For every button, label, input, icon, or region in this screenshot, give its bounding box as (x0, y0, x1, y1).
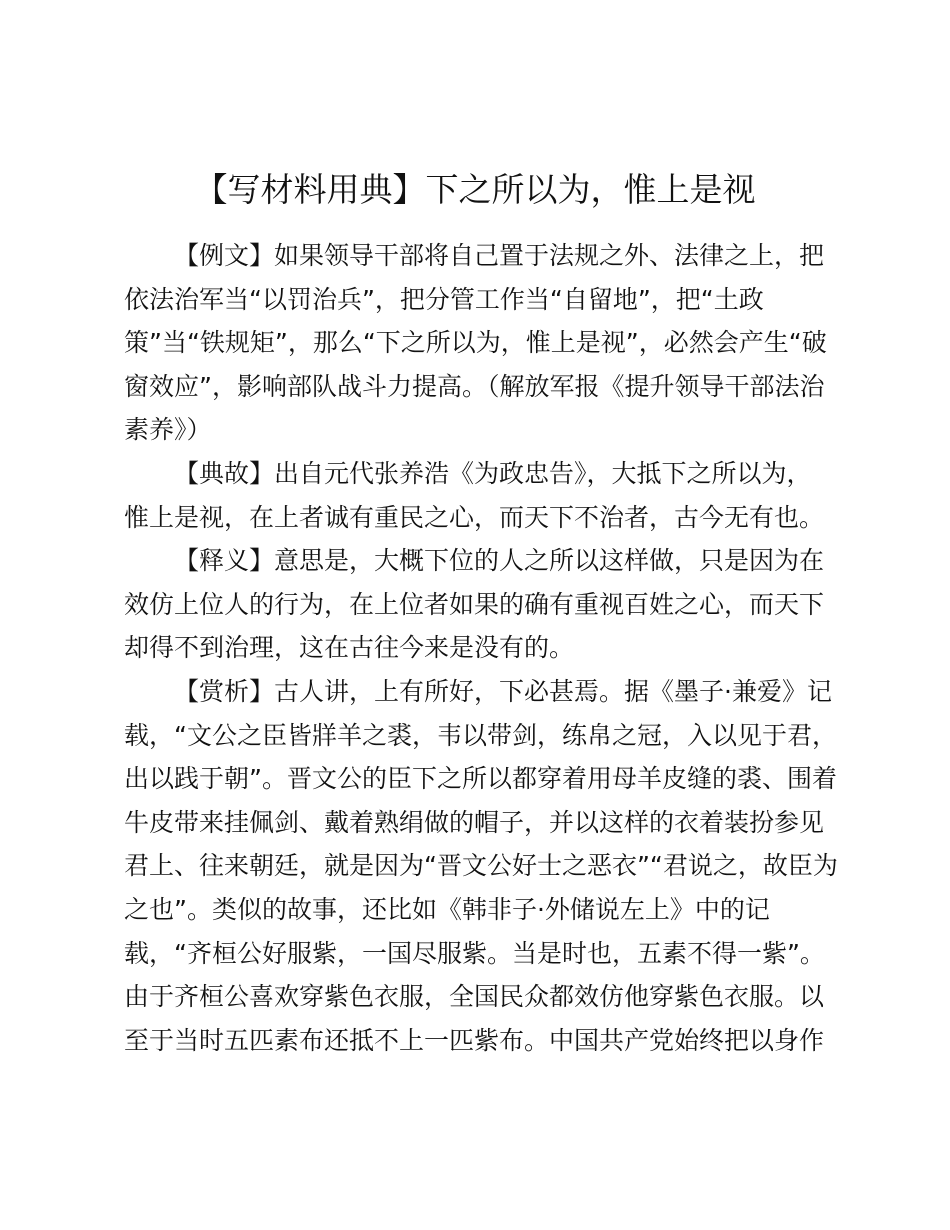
text-line: 素养》） (124, 415, 212, 445)
text-line: 依法治军当“以罚治兵”，把分管工作当“自留地”，把“土政 (124, 284, 764, 314)
text-line: 效仿上位人的行为，在上位者如果的确有重视百姓之心，而天下 (124, 589, 825, 619)
text-line: 载，“文公之臣皆牂羊之裘，韦以带剑，练帛之冠，入以见于君， (124, 720, 837, 750)
paragraph-example (124, 234, 836, 452)
document-title: 【写材料用典】下之所以为，惟上是视 (194, 170, 756, 209)
text-line: 牛皮带来挂佩剑、戴着熟绢做的帽子，并以这样的衣着装扮参见 (124, 807, 825, 837)
text-line: 【赏析】古人讲，上有所好，下必甚焉。据《墨子·兼爱》记 (174, 676, 832, 706)
text-line: 【释义】意思是，大概下位的人之所以这样做，只是因为在 (174, 546, 825, 576)
text-line: 却得不到治理，这在古往今来是没有的。 (124, 633, 575, 663)
text-line: 【典故】出自元代张养浩《为政忠告》，大抵下之所以为， (174, 458, 812, 488)
paragraph-allusion (124, 452, 836, 539)
paragraph-interpretation (124, 539, 836, 670)
text-line: 至于当时五匹素布还抵不上一匹紫布。中国共产党始终把以身作 (124, 1025, 825, 1055)
text-line: 由于齐桓公喜欢穿紫色衣服，全国民众都效仿他穿紫色衣服。以 (124, 982, 825, 1012)
text-line: 出以践于朝”。晋文公的臣下之所以都穿着用母羊皮缝的裘、围着 (124, 764, 837, 794)
text-line: 窗效应”，影响部队战斗力提高。（解放军报《提升领导干部法治 (124, 371, 825, 401)
paragraph-analysis (124, 670, 836, 1062)
text-line: 策”当“铁规矩”，那么“下之所以为，惟上是视”，必然会产生“破 (124, 328, 827, 358)
text-line: 【例文】如果领导干部将自己置于法规之外、法律之上，把 (174, 241, 825, 270)
text-line: 之也”。类似的故事，还比如《韩非子·外储说左上》中的记 (124, 894, 770, 924)
document-body (124, 234, 836, 1062)
text-line: 载，“齐桓公好服紫，一国尽服紫。当是时也，五素不得一紫”。 (124, 938, 825, 968)
text-line: 君上、往来朝廷，就是因为“晋文公好士之恶衣”“君说之，故臣为 (124, 851, 838, 881)
text-line: 惟上是视，在上者诚有重民之心，而天下不治者，古今无有也。 (124, 502, 825, 532)
